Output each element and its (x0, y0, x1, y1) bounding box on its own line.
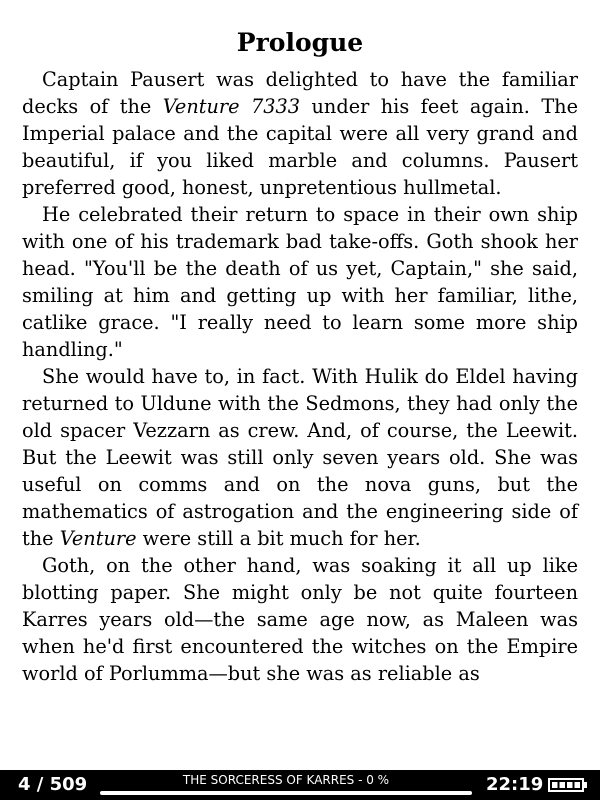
battery-cell (560, 782, 566, 788)
italic-text: Venture 7333 (162, 95, 301, 118)
battery-cell (575, 782, 581, 788)
battery-cell (552, 782, 558, 788)
book-text-area[interactable] (22, 26, 578, 687)
paragraph (22, 552, 578, 687)
battery-cells (552, 782, 580, 788)
battery-cell (567, 782, 573, 788)
text-run: She would have to, in fact. With Hulik do Eldel having returned to Uldune with the Sedmons, they had only the old spacer Vezzarn as crew. And, of course, the Leewit. But the Leewit was still only seven years old. She was useful on comms and on the nova guns, but the mathematics of astrogation and the engineering side of the (22, 365, 578, 550)
text-run: Captain Pausert was delighted to have the familiar decks of the (22, 68, 578, 118)
paragraph (22, 66, 578, 201)
text-run: Goth, on the other hand, was soaking it all up like blotting paper. She might only be not quite fourteen Karres years old—the same age now, as Maleen was when he'd first encountered the witches on the Empire world of Porlumma—but she was as reliable as (22, 554, 578, 685)
text-run: He celebrated their return to space in their own ship with one of his trademark bad take-offs. Goth shook her head. "You'll be the death of us yet, Captain," she said, smiling at him and getting up with her familiar, lithe, catlike grace. "I really need to learn some more ship handling." (22, 203, 578, 361)
italic-text: Venture (59, 527, 137, 550)
text-run: under his feet again. The Imperial palace and the capital were all very grand and beautiful, if you liked marble and columns. Pausert preferred good, honest, unpretentious hullmetal. (22, 95, 579, 199)
reading-progress-bar[interactable] (100, 791, 472, 795)
status-bar (0, 770, 600, 800)
paragraph (22, 363, 578, 552)
clock: 22:19 (486, 774, 544, 795)
paragraph (22, 201, 578, 363)
book-title: THE SORCERESS OF KARRES - 0 % (182, 773, 390, 787)
battery-icon (548, 778, 588, 792)
page-indicator[interactable]: 4 / 509 (18, 774, 88, 795)
chapter-title: Prologue (236, 28, 364, 57)
chapter-body (22, 66, 578, 687)
text-run: were still a bit much for her. (136, 527, 421, 550)
